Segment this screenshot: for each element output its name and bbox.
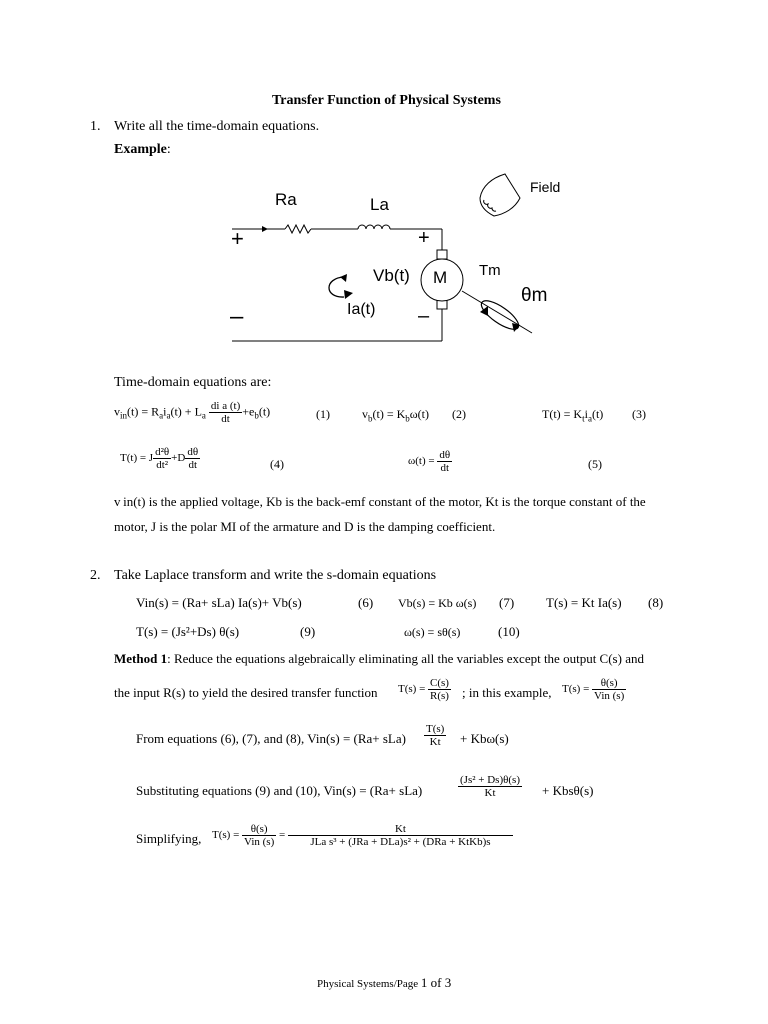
equation-4: T(t) = J $\frac{\text{d²θ}}{\text{dt²}}$ +D $\frac{d\theta}{dt}$: [120, 446, 199, 471]
from-equations-fraction: $\frac{T(s)}{Kt}$: [426, 723, 445, 748]
label-ra: Ra: [275, 190, 297, 209]
label-ia: Ia(t): [347, 301, 376, 318]
method-1-line-2a: the input R(s) to yield the desired transfer function: [114, 685, 378, 700]
example-heading: Example:: [114, 142, 171, 157]
equation-7-label: (7): [499, 595, 515, 610]
equation-8: T(s) = Kt Ia(s): [546, 595, 622, 610]
equation-8-label: (8): [648, 595, 664, 610]
equation-3-label: (3): [632, 407, 646, 421]
equation-2: $v_b(t) = K_b\omega(t)$: [362, 407, 429, 424]
label-tm: Tm: [479, 262, 501, 279]
equation-1-label: (1): [316, 407, 330, 421]
inductor-la: [358, 225, 390, 229]
step-1-number: 1.: [90, 119, 101, 134]
label-la: La: [370, 195, 389, 214]
from-equations-text: From equations (6), (7), and (8), Vin(s) = (Ra+ sLa): [136, 731, 406, 746]
transfer-function-general: T(s) = $\frac{C(s)}{R(s)}$: [398, 677, 449, 702]
field-coil-icon: [480, 174, 520, 216]
equation-5: ω(t) = $\frac{d\theta}{dt}$: [408, 449, 451, 474]
substituting-rhs: + Kbsθ(s): [542, 783, 594, 798]
equation-5-label: (5): [588, 457, 602, 471]
label-field: Field: [530, 179, 561, 195]
equation-6-label: (6): [358, 595, 374, 610]
from-equations-rhs: + Kbω(s): [460, 731, 509, 746]
step-2-text: Take Laplace transform and write the s-domain equations: [114, 568, 437, 583]
equation-9-label: (9): [300, 624, 316, 639]
equation-10: ω(s) = sθ(s): [404, 625, 461, 639]
simplified-transfer-function: T(s) = $\frac{\theta(s)}{\text{Vin (s)}}$ = $\frac{Kt}{\text{JLa s³ + (JRa + DLa)s² + (DRa + KtKb)s}}$: [212, 823, 513, 848]
label-theta-m: θm: [521, 285, 548, 306]
step-1-text: Write all the time-domain equations.: [114, 119, 320, 134]
equation-6: Vin(s) = (Ra+ sLa) Ia(s)+ Vb(s): [136, 595, 302, 610]
page-footer: Physical Systems/Page 1 of 3: [317, 975, 452, 990]
description-line-1: v in(t) is the applied voltage, Kb is the back-emf constant of the motor, Kt is the torque constant of the: [114, 494, 646, 509]
equation-7: Vb(s) = Kb ω(s): [398, 596, 477, 610]
equation-10-label: (10): [498, 624, 520, 639]
time-domain-heading: Time-domain equations are:: [114, 375, 272, 390]
plus-left: +: [231, 226, 244, 251]
resistor-ra: [285, 225, 311, 233]
method-1-line-1: Method 1: Reduce the equations algebraically eliminating all the variables except the output C(s) and: [114, 651, 644, 666]
equation-3: $T(t) = K_ti_a(t)$: [542, 407, 604, 424]
substituting-text: Substituting equations (9) and (10), Vin(s) = (Ra+ sLa): [136, 783, 423, 798]
substituting-fraction: $\frac{\text{(Js² + Ds)θ(s)}}{Kt}$: [460, 774, 520, 799]
minus-left: –: [230, 303, 244, 330]
minus-right: –: [418, 305, 430, 327]
label-vb: Vb(t): [373, 266, 410, 285]
plus-right: +: [418, 227, 430, 249]
page-title: Transfer Function of Physical Systems: [272, 93, 501, 108]
step-2-number: 2.: [90, 568, 101, 583]
equation-1: $v_{in}(t) = R_ai_a(t) + L_a$ $\frac{\text{di a (t)}}{dt}$ $+e_b(t)$: [114, 400, 271, 425]
description-line-2: motor, J is the polar MI of the armature and D is the damping coefficient.: [114, 519, 496, 534]
equation-2-label: (2): [452, 407, 466, 421]
equation-4-label: (4): [270, 457, 284, 471]
method-1-line-2b: ; in this example,: [462, 685, 552, 700]
label-motor: M: [433, 268, 448, 287]
transfer-function-example: T(s) = $\frac{\theta(s)}{\text{Vin (s)}}$: [562, 677, 625, 702]
simplifying-text: Simplifying,: [136, 831, 202, 846]
equation-9: T(s) = (Js²+Ds) θ(s): [136, 624, 240, 639]
